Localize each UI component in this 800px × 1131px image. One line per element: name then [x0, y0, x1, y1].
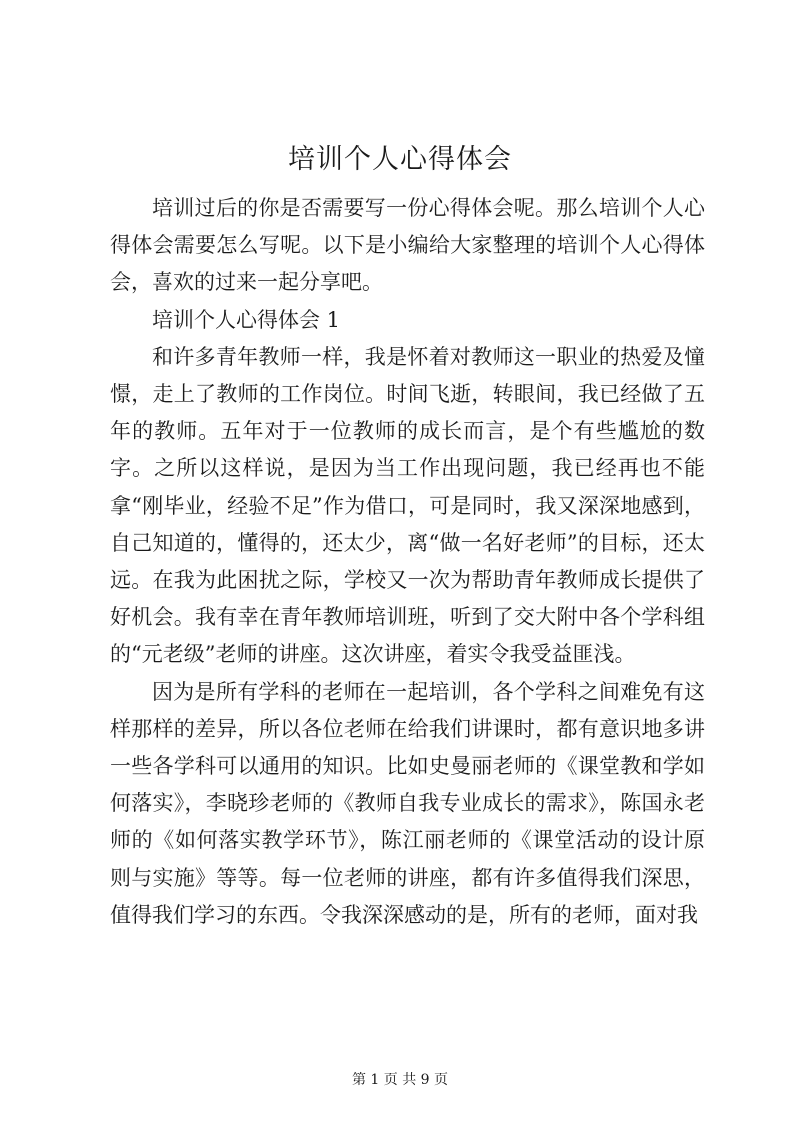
page-number: 第 1 页 共 9 页: [351, 1072, 449, 1088]
document-body: [110, 190, 705, 934]
intro-paragraph: 培训过后的你是否需要写一份心得体会呢。那么培训个人心得体会需要怎么写呢。以下是小编给大家整理的培训个人心得体会，喜欢的过来一起分享吧。: [110, 196, 705, 295]
document-title: 培训个人心得体会: [288, 144, 512, 175]
body-paragraph: 因为是所有学科的老师在一起培训，各个学科之间难免有这样那样的差异，所以各位老师在给我们讲课时，都有意识地多讲一些各学科可以通用的知识。比如史曼丽老师的《课堂教和学如何落实》，李晓珍老师的《教师自我专业成长的需求》，陈国永老师的《如何落实教学环节》，陈江丽老师的《课堂活动的设计原则与实施》等等。每一位老师的讲座，都有许多值得我们深思，值得我们学习的东西。令我深深感动的是，所有的老师，面对我: [110, 679, 705, 927]
body-paragraph: 和许多青年教师一样，我是怀着对教师这一职业的热爱及憧憬，走上了教师的工作岗位。时间飞逝，转眼间，我已经做了五年的教师。五年对于一位教师的成长而言，是个有些尴尬的数字。之所以这样说，是因为当工作出现问题，我已经再也不能拿“刚毕业，经验不足”作为借口，可是同时，我又深深地感到，自己知道的，懂得的，还太少，离“做一名好老师”的目标，还太远。在我为此困扰之际，学校又一次为帮助青年教师成长提供了好机会。我有幸在青年教师培训班，听到了交大附中各个学科组的“元老级”老师的讲座。这次讲座，着实令我受益匪浅。: [110, 344, 705, 667]
section-heading: 培训个人心得体会 1: [152, 307, 341, 332]
